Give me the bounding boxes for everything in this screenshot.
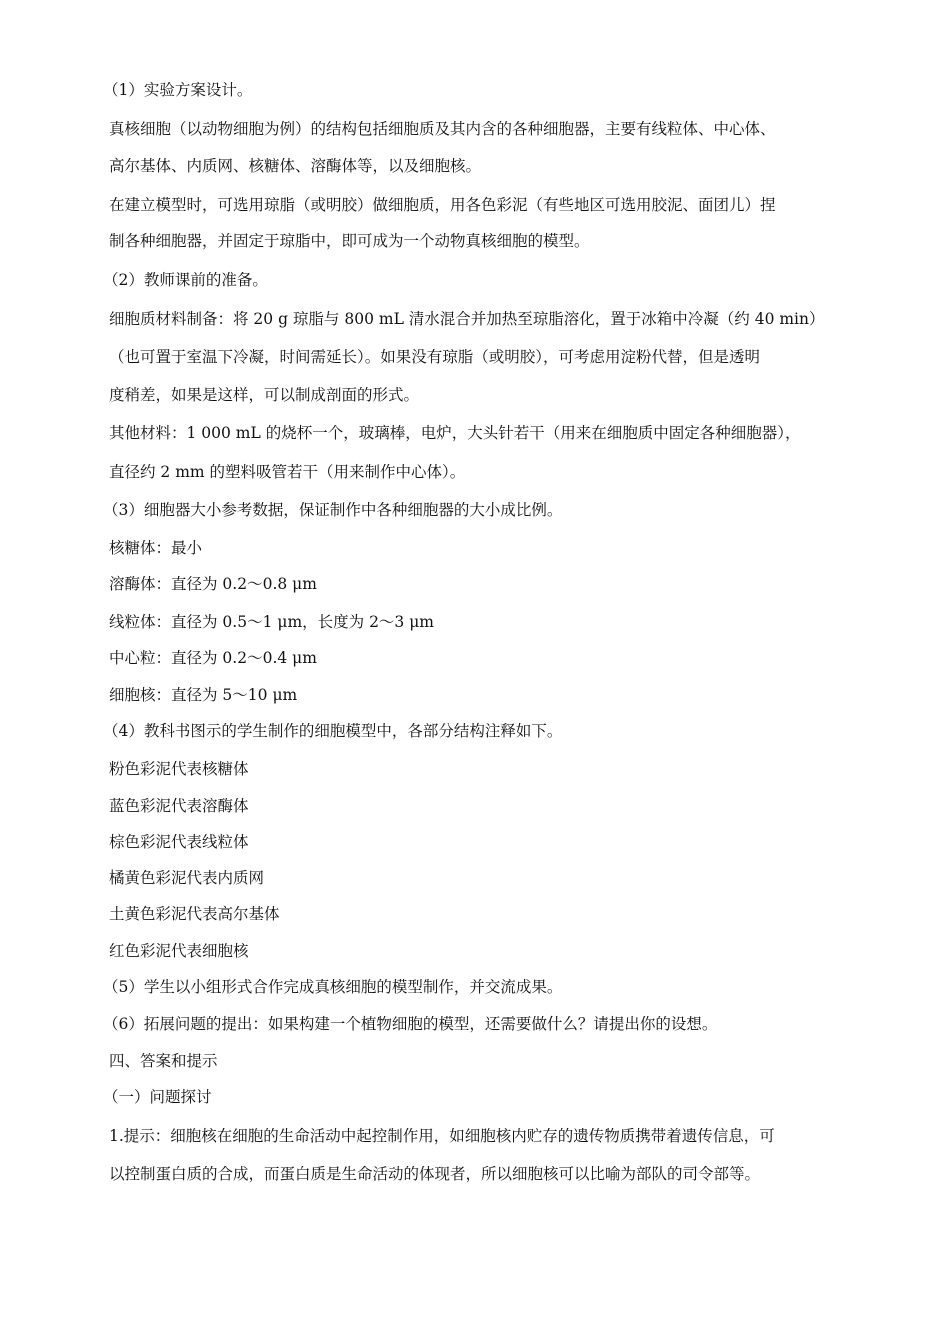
paragraph-line: 真核细胞（以动物细胞为例）的结构包括细胞质及其内含的各种细胞器，主要有线粒体、中心体、 — [109, 120, 776, 138]
paragraph-line: 高尔基体、内质网、核糖体、溶酶体等，以及细胞核。 — [109, 157, 482, 175]
paragraph-line: 红色彩泥代表细胞核 — [109, 942, 249, 960]
paragraph-line: 制各种细胞器，并固定于琼脂中，即可成为一个动物真核细胞的模型。 — [109, 232, 590, 250]
paragraph-line: 在建立模型时，可选用琼脂（或明胶）做细胞质，用各色彩泥（有些地区可选用胶泥、面团儿）捏 — [109, 196, 776, 214]
paragraph-line: 粉色彩泥代表核糖体 — [109, 760, 249, 778]
paragraph-line: 1.提示：细胞核在细胞的生命活动中起控制作用，如细胞核内贮存的遗传物质携带着遗传信息，可 — [109, 1127, 775, 1145]
paragraph-line: （6）拓展问题的提出：如果构建一个植物细胞的模型，还需要做什么？请提出你的设想。 — [103, 1015, 718, 1033]
paragraph-line: 核糖体：最小 — [109, 539, 203, 557]
paragraph-line: 度稍差，如果是这样，可以制成剖面的形式。 — [109, 386, 420, 404]
paragraph-line: （也可置于室温下冷凝，时间需延长）。如果没有琼脂（或明胶），可考虑用淀粉代替，但是透明 — [109, 348, 761, 366]
paragraph-line: 四、答案和提示 — [109, 1052, 218, 1070]
paragraph-line: （2）教师课前的准备。 — [103, 271, 268, 289]
paragraph-line: 线粒体：直径为 0.5～1 μm，长度为 2～3 μm — [109, 613, 434, 631]
paragraph-line: 溶酶体：直径为 0.2～0.8 μm — [109, 575, 317, 593]
paragraph-line: （一）问题探讨 — [103, 1088, 212, 1106]
paragraph-line: 土黄色彩泥代表高尔基体 — [109, 905, 280, 923]
paragraph-line: （1）实验方案设计。 — [103, 81, 253, 99]
paragraph-line: （5）学生以小组形式合作完成真核细胞的模型制作，并交流成果。 — [103, 978, 563, 996]
paragraph-line: 以控制蛋白质的合成，而蛋白质是生命活动的体现者，所以细胞核可以比喻为部队的司令部等。 — [109, 1165, 761, 1183]
paragraph-line: 直径约 2 mm 的塑料吸管若干（用来制作中心体）。 — [109, 463, 466, 481]
paragraph-line: 棕色彩泥代表线粒体 — [109, 833, 249, 851]
paragraph-line: 蓝色彩泥代表溶酶体 — [109, 797, 249, 815]
paragraph-line: 细胞核：直径为 5～10 μm — [109, 686, 298, 704]
paragraph-line: 中心粒：直径为 0.2～0.4 μm — [109, 649, 317, 667]
paragraph-line: 其他材料：1 000 mL 的烧杯一个，玻璃棒，电炉，大头针若干（用来在细胞质中固定各种细胞器）， — [109, 424, 801, 442]
paragraph-line: （4）教科书图示的学生制作的细胞模型中，各部分结构注释如下。 — [103, 722, 563, 740]
paragraph-line: 橘黄色彩泥代表内质网 — [109, 869, 265, 887]
paragraph-line: 细胞质材料制备：将 20 g 琼脂与 800 mL 清水混合并加热至琼脂溶化，置于冰箱中冷凝（约 40 min） — [109, 310, 825, 328]
paragraph-line: （3）细胞器大小参考数据，保证制作中各种细胞器的大小成比例。 — [103, 501, 563, 519]
